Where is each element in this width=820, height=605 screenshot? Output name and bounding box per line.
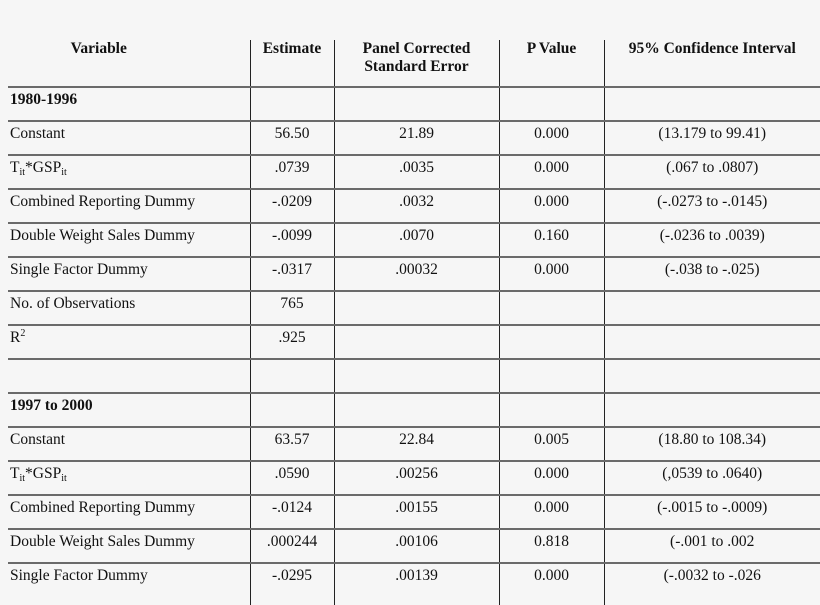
standard-error-cell: .00139 bbox=[334, 563, 499, 605]
estimate-cell bbox=[250, 393, 334, 427]
estimate-cell: -.0209 bbox=[250, 189, 334, 223]
table-row bbox=[8, 325, 820, 359]
variable-cell bbox=[8, 257, 250, 291]
variable-label: R bbox=[10, 329, 21, 346]
variable-label: T bbox=[10, 465, 20, 482]
section-header-row bbox=[8, 87, 820, 121]
header-p-value: P Value bbox=[499, 40, 604, 87]
table-row bbox=[8, 121, 820, 155]
standard-error-cell: 22.84 bbox=[334, 427, 499, 461]
confidence-interval-cell bbox=[604, 291, 820, 325]
p-value-cell bbox=[499, 325, 604, 359]
variable-label: Double Weight Sales Dummy bbox=[10, 227, 195, 244]
table-row bbox=[8, 563, 820, 605]
variable-cell bbox=[8, 563, 250, 605]
standard-error-cell: .0032 bbox=[334, 189, 499, 223]
table-row bbox=[8, 359, 820, 393]
variable-cell bbox=[8, 393, 250, 427]
table-row bbox=[8, 529, 820, 563]
confidence-interval-cell: (.067 to .0807) bbox=[604, 155, 820, 189]
confidence-interval-cell: (-.0273 to -.0145) bbox=[604, 189, 820, 223]
variable-cell bbox=[8, 461, 250, 495]
header-se-line1: Panel Corrected bbox=[362, 40, 471, 57]
table-row bbox=[8, 461, 820, 495]
variable-label: Single Factor Dummy bbox=[10, 567, 148, 584]
standard-error-cell bbox=[334, 87, 499, 121]
standard-error-cell bbox=[334, 393, 499, 427]
variable-cell bbox=[8, 87, 250, 121]
estimate-cell: .000244 bbox=[250, 529, 334, 563]
standard-error-cell bbox=[334, 291, 499, 325]
table-row bbox=[8, 427, 820, 461]
standard-error-cell bbox=[334, 359, 499, 393]
regression-results-table bbox=[8, 40, 820, 605]
variable-label: *GSP bbox=[25, 159, 62, 176]
p-value-cell: 0.000 bbox=[499, 461, 604, 495]
header-se-line2: Standard Error bbox=[364, 58, 469, 75]
header-variable: Variable bbox=[70, 40, 127, 57]
estimate-cell: .0739 bbox=[250, 155, 334, 189]
variable-label: Constant bbox=[10, 125, 66, 142]
variable-cell bbox=[8, 359, 250, 393]
estimate-cell: 56.50 bbox=[250, 121, 334, 155]
p-value-cell: 0.000 bbox=[499, 257, 604, 291]
standard-error-cell: 21.89 bbox=[334, 121, 499, 155]
confidence-interval-cell bbox=[604, 393, 820, 427]
standard-error-cell: .00155 bbox=[334, 495, 499, 529]
variable-subscript: it bbox=[19, 473, 26, 484]
estimate-cell: .0590 bbox=[250, 461, 334, 495]
table-row bbox=[8, 291, 820, 325]
standard-error-cell: .00256 bbox=[334, 461, 499, 495]
standard-error-cell bbox=[334, 325, 499, 359]
variable-cell bbox=[8, 189, 250, 223]
variable-cell bbox=[8, 121, 250, 155]
confidence-interval-cell: (18.80 to 108.34) bbox=[604, 427, 820, 461]
variable-cell bbox=[8, 529, 250, 563]
p-value-cell bbox=[499, 393, 604, 427]
variable-supscript: 2 bbox=[20, 328, 26, 339]
variable-cell bbox=[8, 325, 250, 359]
estimate-cell: -.0295 bbox=[250, 563, 334, 605]
confidence-interval-cell: (-.001 to .002 bbox=[604, 529, 820, 563]
variable-subscript: it bbox=[61, 473, 67, 484]
variable-label: Constant bbox=[10, 431, 66, 448]
variable-label: Combined Reporting Dummy bbox=[10, 193, 196, 210]
confidence-interval-cell bbox=[604, 359, 820, 393]
confidence-interval-cell bbox=[604, 87, 820, 121]
variable-cell bbox=[8, 223, 250, 257]
section-header-row bbox=[8, 393, 820, 427]
variable-label: *GSP bbox=[25, 465, 62, 482]
variable-label: 1997 to 2000 bbox=[10, 397, 93, 414]
table-row bbox=[8, 495, 820, 529]
confidence-interval-cell: (13.179 to 99.41) bbox=[604, 121, 820, 155]
standard-error-cell: .00032 bbox=[334, 257, 499, 291]
header-row bbox=[8, 40, 820, 87]
confidence-interval-cell: (,0539 to .0640) bbox=[604, 461, 820, 495]
estimate-cell: -.0317 bbox=[250, 257, 334, 291]
variable-cell bbox=[8, 495, 250, 529]
header-confidence-interval: 95% Confidence Interval bbox=[604, 40, 820, 87]
variable-cell bbox=[8, 155, 250, 189]
standard-error-cell: .0070 bbox=[334, 223, 499, 257]
p-value-cell bbox=[499, 291, 604, 325]
estimate-cell: -.0099 bbox=[250, 223, 334, 257]
variable-subscript: it bbox=[19, 167, 26, 178]
variable-cell bbox=[8, 427, 250, 461]
table-row bbox=[8, 155, 820, 189]
estimate-cell: .925 bbox=[250, 325, 334, 359]
variable-label: Single Factor Dummy bbox=[10, 261, 148, 278]
p-value-cell: 0.818 bbox=[499, 529, 604, 563]
p-value-cell: 0.000 bbox=[499, 189, 604, 223]
p-value-cell: 0.000 bbox=[499, 495, 604, 529]
confidence-interval-cell: (-.0236 to .0039) bbox=[604, 223, 820, 257]
confidence-interval-cell: (-.0015 to -.0009) bbox=[604, 495, 820, 529]
estimate-cell: 63.57 bbox=[250, 427, 334, 461]
variable-label: T bbox=[10, 159, 20, 176]
table-row bbox=[8, 189, 820, 223]
variable-label: Double Weight Sales Dummy bbox=[10, 533, 195, 550]
variable-cell bbox=[8, 291, 250, 325]
estimate-cell: -.0124 bbox=[250, 495, 334, 529]
estimate-cell: 765 bbox=[250, 291, 334, 325]
variable-label: 1980-1996 bbox=[10, 91, 78, 108]
header-estimate: Estimate bbox=[250, 40, 334, 87]
p-value-cell bbox=[499, 87, 604, 121]
p-value-cell bbox=[499, 359, 604, 393]
p-value-cell: 0.000 bbox=[499, 563, 604, 605]
variable-label: No. of Observations bbox=[10, 295, 136, 312]
confidence-interval-cell: (-.038 to -.025) bbox=[604, 257, 820, 291]
p-value-cell: 0.005 bbox=[499, 427, 604, 461]
p-value-cell: 0.000 bbox=[499, 155, 604, 189]
table-row bbox=[8, 223, 820, 257]
estimate-cell bbox=[250, 359, 334, 393]
variable-label: Combined Reporting Dummy bbox=[10, 499, 196, 516]
confidence-interval-cell bbox=[604, 325, 820, 359]
table-body bbox=[8, 87, 820, 605]
p-value-cell: 0.000 bbox=[499, 121, 604, 155]
estimate-cell bbox=[250, 87, 334, 121]
standard-error-cell: .0035 bbox=[334, 155, 499, 189]
table-row bbox=[8, 257, 820, 291]
variable-subscript: it bbox=[61, 167, 67, 178]
confidence-interval-cell: (-.0032 to -.026 bbox=[604, 563, 820, 605]
header-standard-error bbox=[334, 40, 499, 87]
p-value-cell: 0.160 bbox=[499, 223, 604, 257]
standard-error-cell: .00106 bbox=[334, 529, 499, 563]
